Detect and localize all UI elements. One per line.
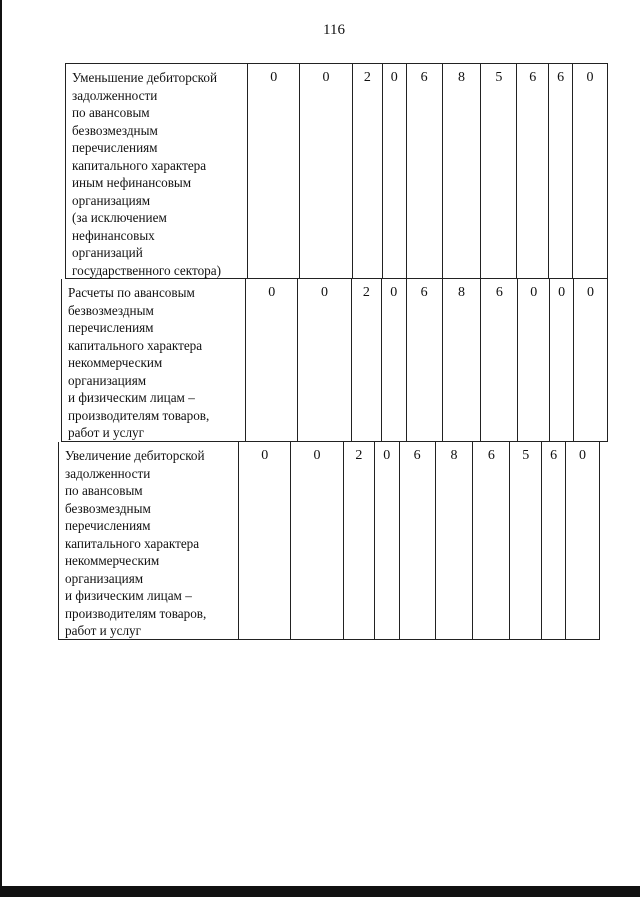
table-row <box>58 442 600 640</box>
scan-edge-left <box>0 0 2 897</box>
row-label-line: перечислениям <box>65 518 151 533</box>
row-label-line: перечислениям <box>72 140 158 155</box>
scan-edge-bottom <box>0 886 640 897</box>
code-digit-cell: 2 <box>344 442 375 639</box>
row-label-line: задолженности <box>65 465 151 481</box>
row-label-line: производителям товаров, <box>68 407 210 423</box>
code-digit-cell: 0 <box>587 285 595 300</box>
code-digit-cell: 0 <box>383 64 407 278</box>
code-digit-cell: 8 <box>443 64 482 278</box>
row-label-line: безвозмездным <box>68 302 154 318</box>
row-label-line: по авансовым <box>65 483 143 498</box>
code-digit-cell: 6 <box>407 64 443 278</box>
row-label-line: Уменьшение дебиторской <box>72 70 218 85</box>
code-digit-cell: 6 <box>473 442 510 639</box>
table-row <box>65 63 608 279</box>
row-label-line: по авансовым <box>72 105 150 120</box>
page-number: 116 <box>323 22 345 38</box>
row-label-line: Увеличение дебиторской <box>65 448 205 463</box>
code-digit-cell: 5 <box>481 64 517 278</box>
code-digit-cell: 0 <box>382 279 407 441</box>
row-label-line: организациям <box>65 570 144 586</box>
code-digit-cell: 6 <box>481 279 518 441</box>
row-label-line: Расчеты по авансовым <box>68 285 195 300</box>
table-row <box>61 279 608 442</box>
row-label-cell <box>62 279 246 441</box>
code-digit-cell: 0 <box>550 279 574 441</box>
code-digit-cell: 0 <box>298 279 352 441</box>
row-label-line: нефинансовых <box>72 227 155 243</box>
code-digit-cell: 6 <box>542 442 566 639</box>
code-digit-cell: 2 <box>352 279 382 441</box>
code-digit-cell: 0 <box>248 64 300 278</box>
code-digit-cell: 8 <box>436 442 474 639</box>
code-digit-cell: 6 <box>400 442 436 639</box>
row-label-line: капитального характера <box>65 535 200 551</box>
row-label-line: работ и услуг <box>65 623 142 638</box>
code-digit-cell: 6 <box>517 64 549 278</box>
code-digit-cell: 0 <box>300 64 353 278</box>
code-digit-cell: 6 <box>407 279 443 441</box>
row-label-line: некоммерческим <box>68 355 163 370</box>
row-label-line: иным нефинансовым <box>72 175 192 190</box>
row-label-line: работ и услуг <box>68 425 145 440</box>
row-label-line: и физическим лицам – <box>65 588 192 603</box>
row-label-line: организациям <box>68 372 147 388</box>
row-label-cell <box>66 64 248 278</box>
row-label-line: перечислениям <box>68 320 154 335</box>
row-label-line: задолженности <box>72 87 158 103</box>
code-digit-cell: 0 <box>246 279 298 441</box>
code-digit-cell: 0 <box>579 448 587 463</box>
code-digit-cell: 6 <box>549 64 573 278</box>
row-label-line: капитального характера <box>68 337 203 353</box>
code-digit-cell: 8 <box>443 279 482 441</box>
code-digit-cell: 0 <box>518 279 550 441</box>
row-label-line: организаций <box>72 245 143 260</box>
row-label-line: и физическим лицам – <box>68 390 195 405</box>
row-label-line: (за исключением <box>72 210 167 225</box>
row-label-cell <box>59 442 239 639</box>
row-label-line: капитального характера <box>72 157 207 173</box>
row-label-line: безвозмездным <box>65 500 151 516</box>
row-label-line: организациям <box>72 192 151 208</box>
row-label-line: производителям товаров, <box>65 605 207 621</box>
code-digit-cell: 2 <box>353 64 383 278</box>
row-label-line: безвозмездным <box>72 122 158 138</box>
row-label-line: государственного сектора) <box>72 262 222 278</box>
code-digit-cell: 0 <box>239 442 291 639</box>
code-digit-cell: 5 <box>510 442 542 639</box>
code-digit-cell: 0 <box>375 442 400 639</box>
code-digit-cell: 0 <box>291 442 344 639</box>
code-digit-cell: 0 <box>586 70 594 85</box>
row-label-line: некоммерческим <box>65 553 160 568</box>
